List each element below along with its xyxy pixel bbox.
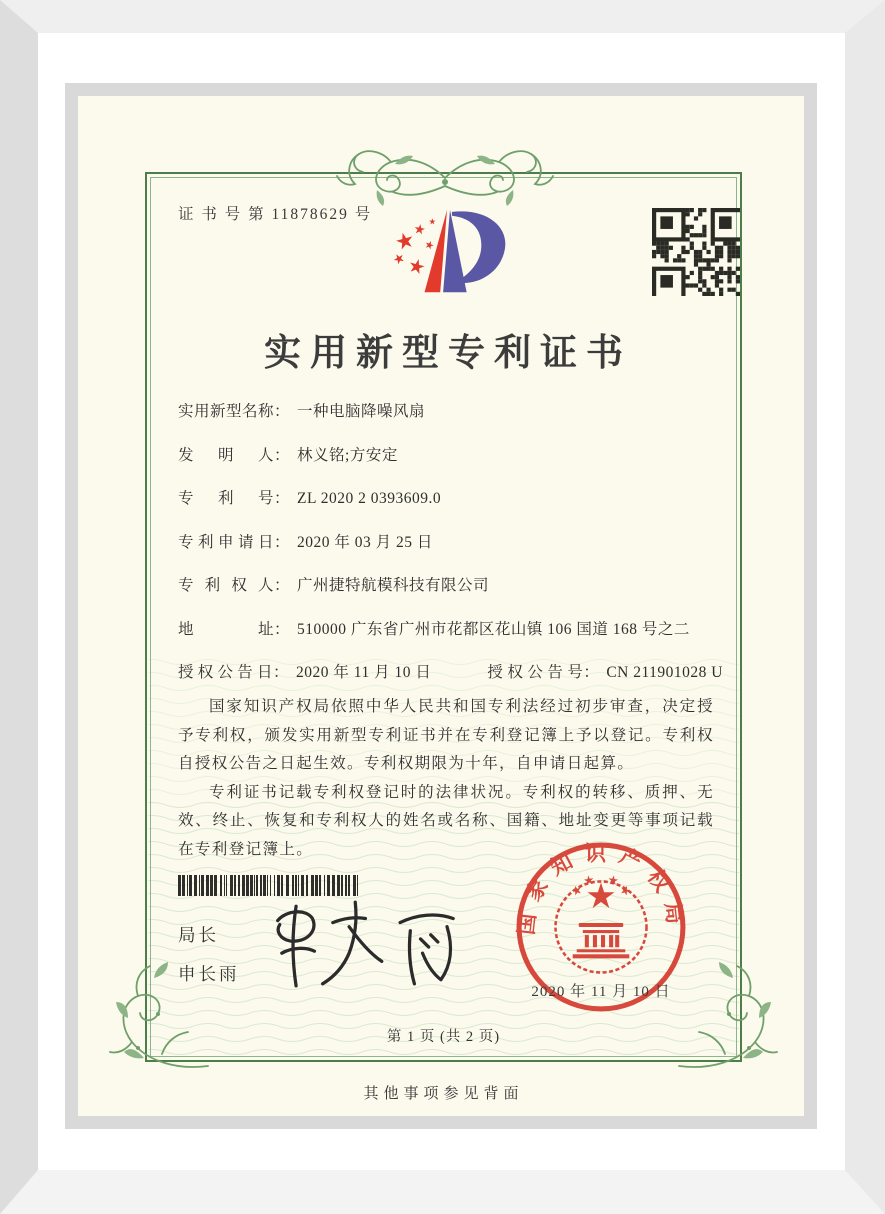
field-colon: ： xyxy=(583,664,600,681)
back-side-note: 其他事项参见背面 xyxy=(363,1086,524,1102)
director-title: 局长 xyxy=(178,925,219,945)
certificate-number: 证 书 号 第 11878629 号 xyxy=(178,206,373,223)
field-label: 授权公告日 xyxy=(178,664,273,681)
legal-paragraph-1: 国家知识产权局依照中华人民共和国专利法经过初步审查，决定授予专利权，颁发实用新型专利证书并在专利登记簿上予以登记。专利权自授权公告之日起生效。专利权期限为十年，自申请日起算。 xyxy=(178,698,714,772)
field-patent-number xyxy=(178,486,723,508)
field-value: 广州捷特航模科技有限公司 xyxy=(297,577,490,594)
field-patentee xyxy=(178,573,723,595)
field-label: 专利号 xyxy=(178,490,274,507)
national-emblem-icon xyxy=(555,875,646,973)
director-block xyxy=(178,922,240,986)
certificate-paper xyxy=(78,96,804,1116)
cnipa-logo-icon xyxy=(374,204,524,302)
field-filing-date xyxy=(178,530,723,552)
seal-date: 2020 年 11 月 10 日 xyxy=(531,984,671,1000)
field-address xyxy=(178,617,723,639)
certificate-title: 实用新型专利证书 xyxy=(264,333,632,374)
field-value: 林义铭;方安定 xyxy=(297,446,398,464)
field-label: 授权公告号 xyxy=(487,664,584,681)
director-signature xyxy=(261,892,476,994)
field-label: 专利申请日 xyxy=(178,533,274,551)
field-label: 专利权人 xyxy=(178,577,274,594)
field-colon: ： xyxy=(273,664,290,681)
field-label: 实用新型名称 xyxy=(178,403,275,420)
field-colon: ： xyxy=(274,577,291,594)
director-name: 申长雨 xyxy=(178,964,240,984)
field-grant-number xyxy=(487,660,723,682)
field-colon: ： xyxy=(274,620,291,638)
page-indicator: 第 1 页 (共 2 页) xyxy=(386,1029,501,1045)
field-grant-row xyxy=(178,660,723,682)
field-label: 发明人 xyxy=(178,446,274,464)
field-inventor xyxy=(178,443,723,465)
field-value: 510000 广东省广州市花都区花山镇 106 国道 168 号之二 xyxy=(297,620,690,638)
seal-text: 国家知识产权局 xyxy=(513,841,689,937)
field-value: 2020 年 03 月 25 日 xyxy=(297,533,433,551)
field-label: 地址 xyxy=(178,620,274,638)
field-colon: ： xyxy=(274,446,291,464)
field-colon: ： xyxy=(274,490,291,507)
field-colon: ： xyxy=(274,403,291,420)
field-value: CN 211901028 U xyxy=(606,664,723,681)
qr-code xyxy=(652,208,740,296)
field-value: 2020 年 11 月 10 日 xyxy=(296,664,432,681)
field-list xyxy=(178,399,723,704)
field-value: 一种电脑降噪风扇 xyxy=(297,403,426,420)
field-value: ZL 2020 2 0393609.0 xyxy=(297,490,442,507)
field-colon: ： xyxy=(274,533,291,551)
legal-paragraph-2: 专利证书记载专利权登记时的法律状况。专利权的转移、质押、无效、终止、恢复和专利权人的姓名或名称、国籍、地址变更等事项记载在专利登记簿上。 xyxy=(178,783,714,858)
field-utility-model-name xyxy=(178,399,723,421)
